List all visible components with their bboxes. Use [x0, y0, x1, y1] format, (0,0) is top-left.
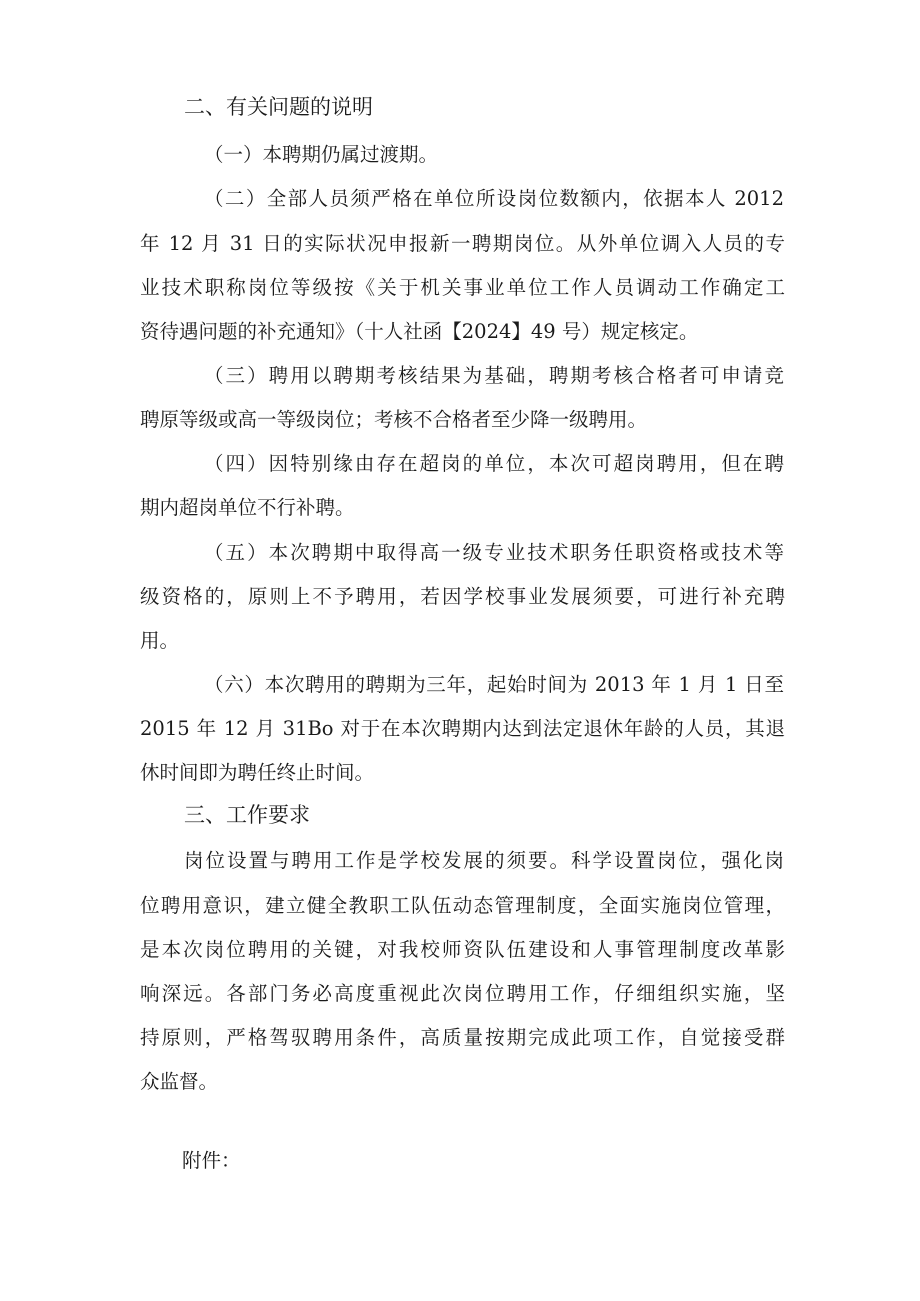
paragraph-item-3-line-1: （三）聘用以聘期考核结果为基础，聘期考核合格者可申请竞 — [204, 364, 784, 387]
requirements-line-1: 岗位设置与聘用工作是学校发展的须要。科学设置岗位，强化岗 — [184, 849, 784, 872]
paragraph-item-4-line-2: 期内超岗单位不行补聘。 — [140, 496, 355, 519]
requirements-line-5: 持原则，严格驾驭聘用条件，高质量按期完成此项工作，自觉接受群 — [140, 1026, 785, 1049]
paragraph-item-6-line-1: （六）本次聘用的聘期为三年，起始时间为 2013 年 1 月 1 日至 — [204, 673, 784, 696]
paragraph-item-2-line-4: 资待遇问题的补充通知》（十人社函【2024】49 号）规定核定。 — [140, 320, 699, 343]
section-heading-issues: 二、有关问题的说明 — [184, 95, 373, 119]
paragraph-item-2-line-3: 业技术职称岗位等级按《关于机关事业单位工作人员调动工作确定工 — [140, 276, 785, 299]
requirements-line-6: 众监督。 — [140, 1070, 219, 1093]
paragraph-item-3-line-2: 聘原等级或高一等级岗位；考核不合格者至少降一级聘用。 — [140, 408, 648, 431]
paragraph-item-1: （一）本聘期仍属过渡期。 — [204, 143, 439, 166]
paragraph-item-5-line-2: 级资格的，原则上不予聘用，若因学校事业发展须要，可进行补充聘 — [140, 585, 785, 608]
attachment-label: 附件： — [182, 1149, 241, 1172]
paragraph-item-5-line-3: 用。 — [140, 629, 180, 652]
paragraph-item-5-line-1: （五）本次聘期中取得高一级专业技术职务任职资格或技术等 — [204, 541, 784, 564]
requirements-line-4: 响深远。各部门务必高度重视此次岗位聘用工作，仔细组织实施，坚 — [140, 982, 785, 1005]
paragraph-item-2-line-2: 年 12 月 31 日的实际状况申报新一聘期岗位。从外单位调入人员的专 — [140, 232, 785, 255]
paragraph-item-2-line-1: （二）全部人员须严格在单位所设岗位数额内，依据本人 2012 — [204, 187, 784, 210]
paragraph-item-4-line-1: （四）因特别缘由存在超岗的单位，本次可超岗聘用，但在聘 — [204, 452, 784, 475]
paragraph-item-6-line-2: 2015 年 12 月 31Bo 对于在本次聘期内达到法定退休年龄的人员，其退 — [140, 717, 785, 740]
section-heading-requirements: 三、工作要求 — [184, 803, 310, 827]
paragraph-item-6-line-3: 休时间即为聘任终止时间。 — [140, 761, 375, 784]
requirements-line-2: 位聘用意识，建立健全教职工队伍动态管理制度，全面实施岗位管理， — [140, 894, 785, 917]
requirements-line-3: 是本次岗位聘用的关键，对我校师资队伍建设和人事管理制度改革影 — [140, 938, 785, 961]
